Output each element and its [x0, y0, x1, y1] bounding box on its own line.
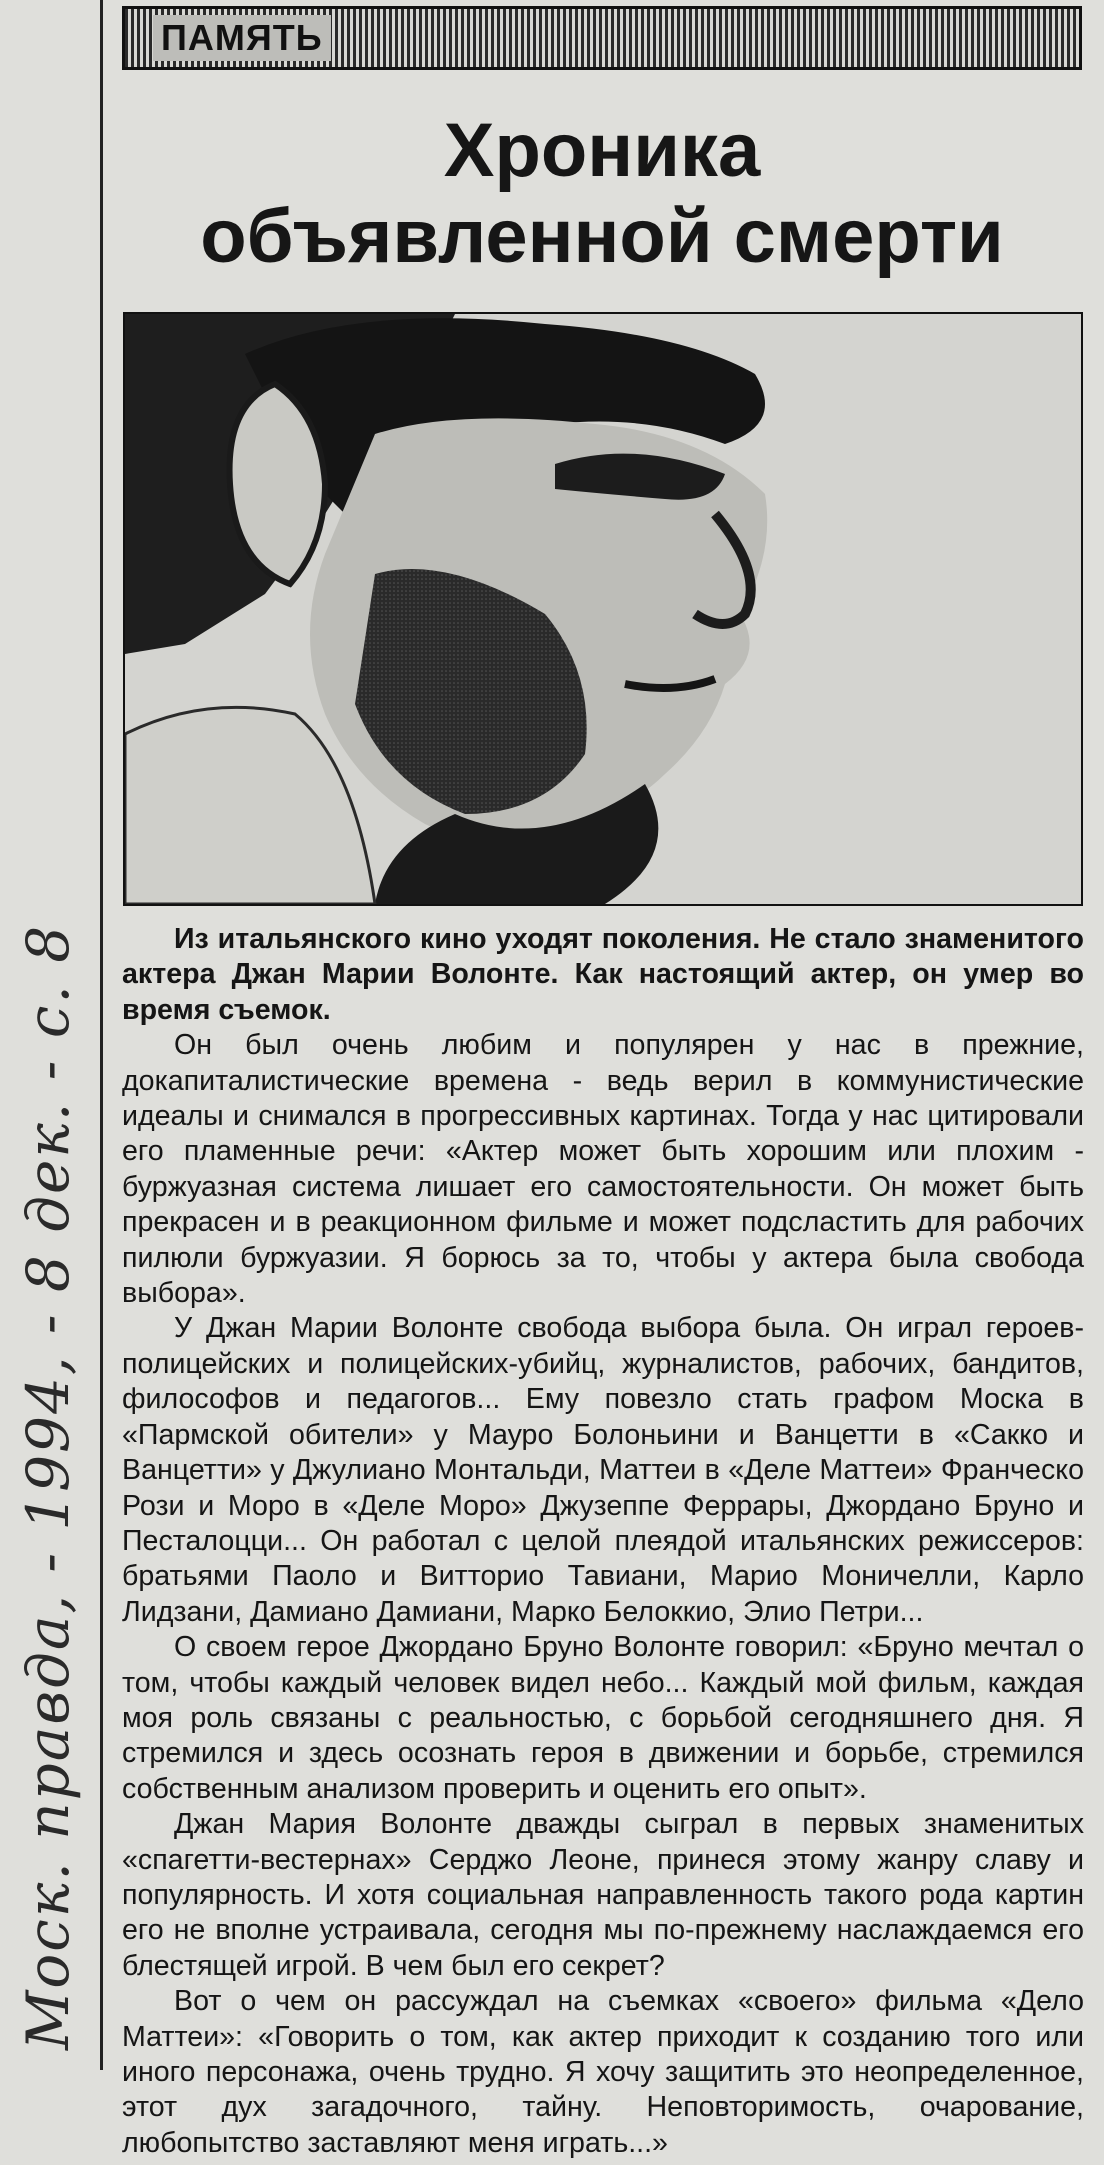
headline-line-1: Хроника [443, 108, 761, 193]
handwritten-source-note: Моск. правда, - 1994, - 8 дек. - с. 8 [14, 923, 82, 2050]
article-body [122, 922, 1084, 2161]
rubric-label: ПАМЯТЬ [153, 15, 331, 61]
headline [122, 108, 1082, 280]
rubric-bar [122, 6, 1082, 70]
column-rule [100, 0, 103, 2070]
actor-portrait-photo [123, 312, 1083, 906]
article-paragraph-5: Вот о чем он рассуждал на съемках «своего» фильма «Дело Маттеи»: «Говорить о том, как актер приходит к созданию того или иного персонажа, очень трудно. Я хочу защитить это неопределенное, этот дух загадочного, тайну. Неповторимость, очарование, любопытство заставляют меня играть...» [122, 1985, 1084, 2159]
headline-line-2: объявленной смерти [200, 194, 1004, 279]
article-paragraph-4: Джан Мария Волонте дважды сыграл в первых знаменитых «спагетти-вестернах» Серджо Леоне, принеся этому жанру славу и популярность. И хотя социальная направленность такого рода картин его не вполне устраивала, сегодня мы по-прежнему наслаждаемся его блестящей игрой. В чем был его секрет? [122, 1808, 1084, 1982]
article-paragraph-2: У Джан Марии Волонте свобода выбора была. Он играл героев-полицейских и полицейских-убийц, журналистов, рабочих, бандитов, философов и педагогов... Ему повезло стать графом Моска в «Пармской обители» у Мауро Болоньини и Ванцетти в «Сакко и Ванцетти» у Джулиано Монтальди, Маттеи в «Деле Маттеи» Франческо Рози и Моро в «Деле Моро» Джузеппе Феррары, Джордано Бруно и Песталоцци... Он работал с целой плеядой итальянских режиссеров: братьями Паоло и Витторио Тавиани, Марио Моничелли, Карло Лидзани, Дамиано Дамиани, Марко Белоккио, Элио Петри... [122, 1312, 1084, 1628]
portrait-photo-icon [125, 314, 1081, 904]
article-paragraph-3: О своем герое Джордано Бруно Волонте говорил: «Бруно мечтал о том, чтобы каждый человек видел небо... Каждый мой фильм, каждая моя роль связаны с реальностью, с борьбой сегодняшнего дня. Я стремился и здесь осознать героя в движении и борьбе, стремился собственным анализом проверить и оценить его опыт». [122, 1631, 1084, 1805]
article-lead: Из итальянского кино уходят поколения. Не стало знаменитого актера Джан Марии Волонте. Как настоящий актер, он умер во время съемок. [122, 923, 1084, 1026]
article-paragraph-1: Он был очень любим и популярен у нас в прежние, докапиталистические времена - ведь верил в коммунистические идеалы и снимался в прогрессивных картинах. Тогда у нас цитировали его пламенные речи: «Актер может быть хорошим или плохим - буржуазная система лишает его самостоятельности. Он может быть прекрасен и в реакционном фильме и может подсластить для рабочих пилюли буржуазии. Я борюсь за то, чтобы у актера была свобода выбора». [122, 1029, 1084, 1310]
